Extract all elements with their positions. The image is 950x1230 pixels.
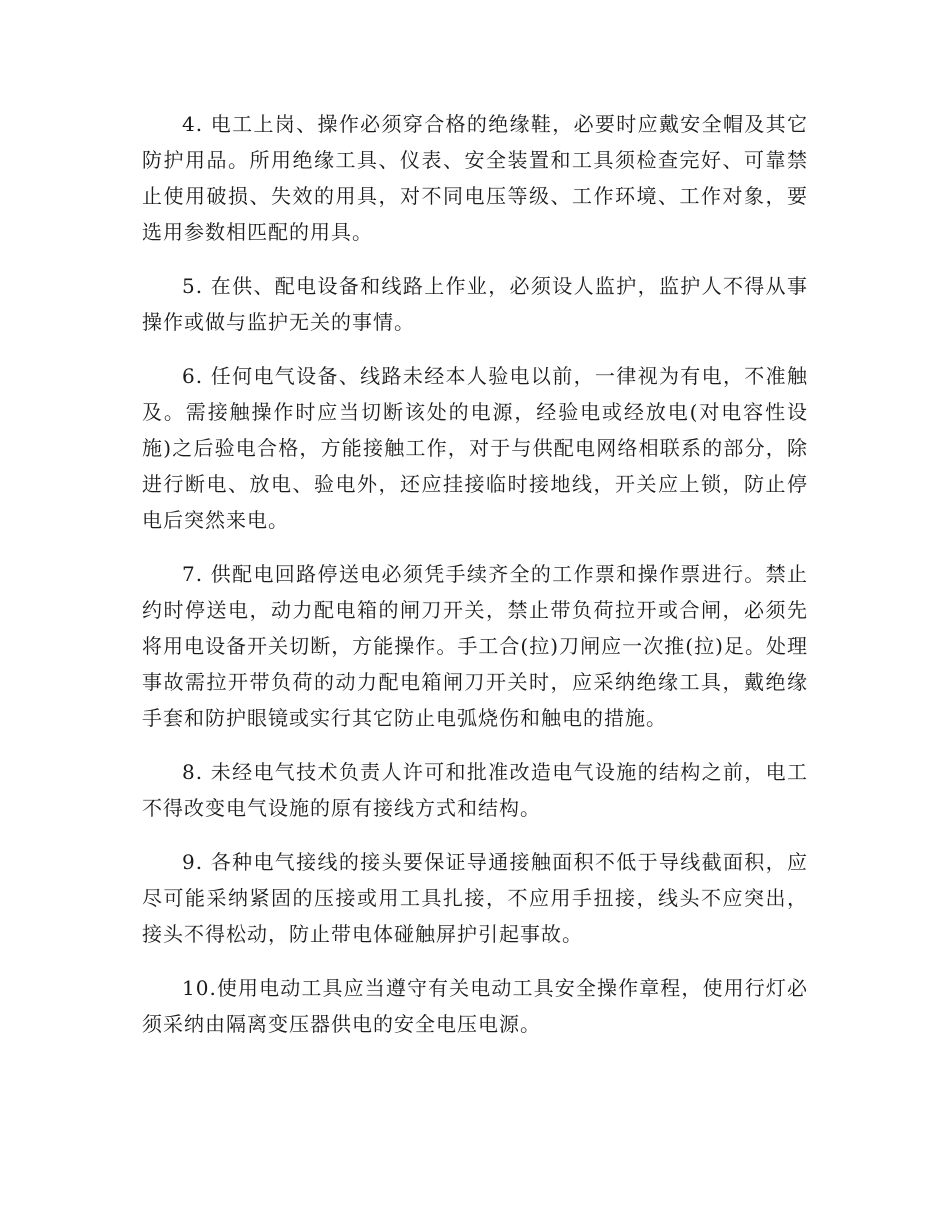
paragraph-item-6: 6. 任何电气设备、线路未经本人验电以前，一律视为有电，不准触及。需接触操作时应当切断该处的电源，经验电或经放电(对电容性设施)之后验电合格，方能接触工作，对于与供配电网络相联系的部分，除进行断电、放电、验电外，还应挂接临时接地线，开关应上锁，防止停电后突然来电。	[142, 364, 808, 532]
paragraph-item-7: 7. 供配电回路停送电必须凭手续齐全的工作票和操作票进行。禁止约时停送电，动力配电箱的闸刀开关，禁止带负荷拉开或合闸，必须先将用电设备开关切断，方能操作。手工合(拉)刀闸应一次推(拉)足。处理事故需拉开带负荷的动力配电箱闸刀开关时，应采纳绝缘工具，戴绝缘手套和防护眼镜或实行其它防止电弧烧伤和触电的措施。	[142, 562, 808, 730]
paragraph-item-5: 5. 在供、配电设备和线路上作业，必须设人监护，监护人不得从事操作或做与监护无关的事情。	[142, 274, 808, 334]
paragraph-item-4: 4. 电工上岗、操作必须穿合格的绝缘鞋，必要时应戴安全帽及其它防护用品。所用绝缘工具、仪表、安全装置和工具须检查完好、可靠禁止使用破损、失效的用具，对不同电压等级、工作环境、工作对象，要选用参数相匹配的用具。	[142, 112, 808, 244]
document-body	[142, 106, 808, 1060]
paragraph-item-8: 8. 未经电气技术负责人许可和批准改造电气设施的结构之前，电工不得改变电气设施的原有接线方式和结构。	[142, 760, 808, 820]
paragraph-item-9: 9. 各种电气接线的接头要保证导通接触面积不低于导线截面积，应尽可能采纳紧固的压接或用工具扎接，不应用手扭接，线头不应突出，接头不得松动，防止带电体碰触屏护引起事故。	[142, 850, 808, 946]
paragraph-item-10: 10.使用电动工具应当遵守有关电动工具安全操作章程，使用行灯必须采纳由隔离变压器供电的安全电压电源。	[142, 976, 808, 1036]
